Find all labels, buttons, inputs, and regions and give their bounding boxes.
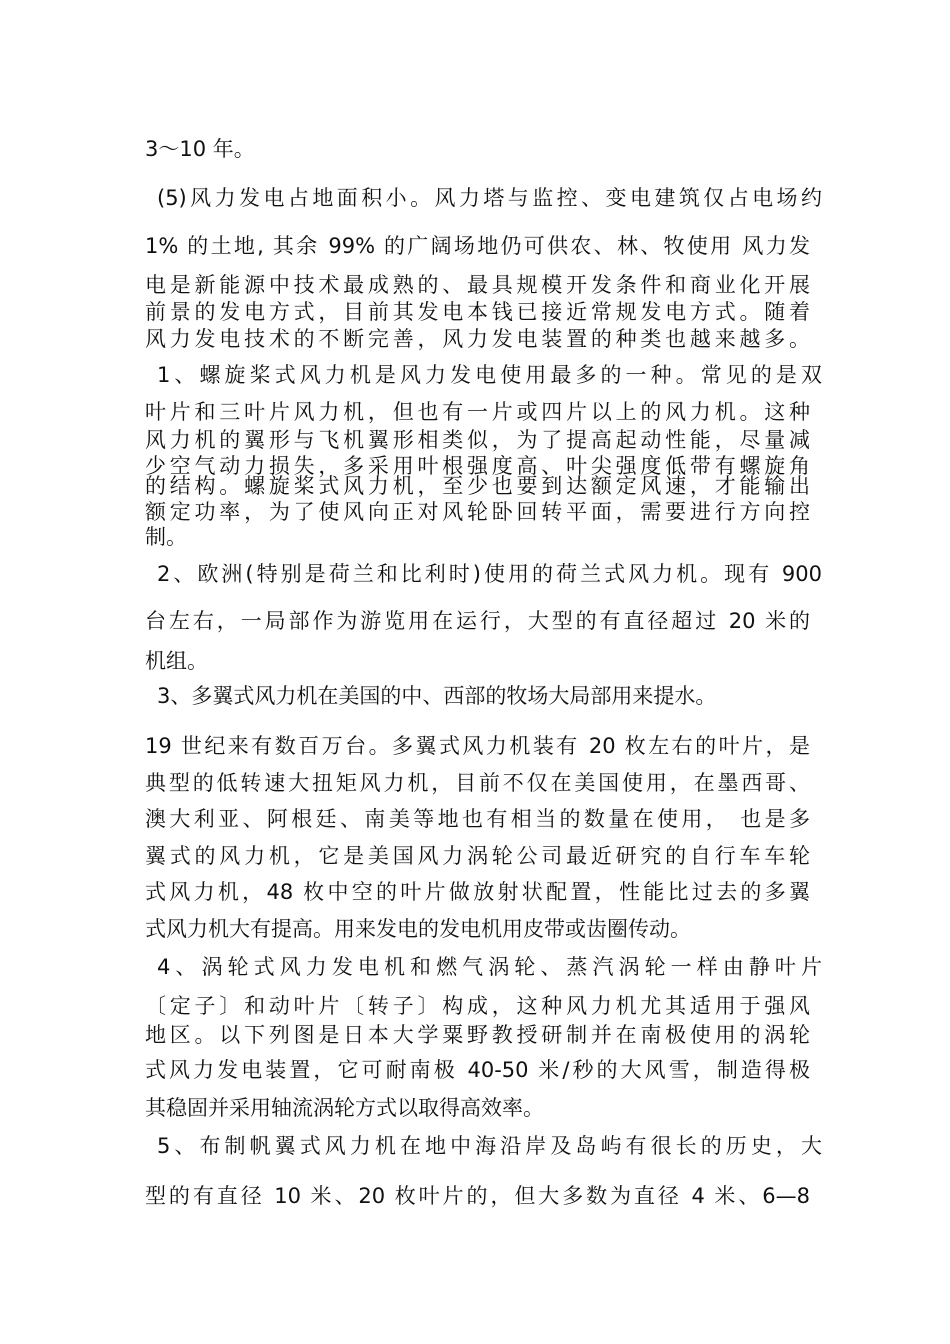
text-line: 前景的发电方式，目前其发电本钱已接近常规发电方式。随着 xyxy=(145,300,810,324)
text-line: 少空气动力损失，多采用叶根强度高、叶尖强度低带有螺旋角 xyxy=(145,454,810,478)
text-line: 风力发电技术的不断完善，风力发电装置的种类也越来越多。 xyxy=(145,327,810,351)
text-line: 地区。以下列图是日本大学粟野教授研制并在南极使用的涡轮 xyxy=(145,1023,810,1047)
text-line: 台左右，一局部作为游览用在运行，大型的有直径超过 20 米的 xyxy=(145,609,810,633)
text-line: 其稳固并采用轴流涡轮方式以取得高效率。 xyxy=(145,1096,544,1120)
text-line: 的结构。螺旋桨式风力机，至少也要到达额定风速，才能输出 xyxy=(145,474,810,498)
text-line: 3～10 年。 xyxy=(145,137,255,161)
text-line: 电是新能源中技术最成熟的、最具规模开发条件和商业化开展 xyxy=(145,273,810,297)
text-line: 机组。 xyxy=(145,649,208,673)
text-line: 型的有直径 10 米、20 枚叶片的，但大多数为直径 4 米、6—8 xyxy=(145,1184,810,1208)
text-line: 翼式的风力机，它是美国风力涡轮公司最近研究的自行车车轮 xyxy=(145,844,810,868)
text-line: 澳大利亚、阿根廷、南美等地也有相当的数量在使用， 也是多 xyxy=(145,807,810,831)
text-line: 19 世纪来有数百万台。多翼式风力机装有 20 枚左右的叶片，是 xyxy=(145,734,810,758)
text-line: 3、多翼式风力机在美国的中、西部的牧场大局部用来提水。 xyxy=(157,684,717,708)
text-line: 风力机的翼形与飞机翼形相类似，为了提高起动性能，尽量减 xyxy=(145,428,810,452)
text-line: 5、布制帆翼式风力机在地中海沿岸及岛屿有很长的历史，大 xyxy=(157,1134,822,1158)
text-line: 额定功率，为了使风向正对风轮卧回转平面，需要进行方向控 xyxy=(145,500,810,524)
text-line: 2、欧洲(特别是荷兰和比利时)使用的荷兰式风力机。现有 900 xyxy=(157,562,822,586)
text-line: 叶片和三叶片风力机，但也有一片或四片以上的风力机。这种 xyxy=(145,400,810,424)
text-line: 典型的低转速大扭矩风力机，目前不仅在美国使用，在墨西哥、 xyxy=(145,771,810,795)
text-line: (5)风力发电占地面积小。风力塔与监控、变电建筑仅占电场约 xyxy=(157,186,822,210)
text-line: 式风力发电装置，它可耐南极 40-50 米/秒的大风雪，制造得极 xyxy=(145,1058,810,1082)
text-line: 式风力机，48 枚中空的叶片做放射状配置，性能比过去的多翼 xyxy=(145,880,810,904)
text-line: 1% 的土地, 其余 99% 的广阔场地仍可供农、林、牧使用 风力发 xyxy=(145,234,810,258)
text-line: 制。 xyxy=(145,525,187,549)
text-line: 〔定子〕和动叶片〔转子〕构成，这种风力机尤其适用于强风 xyxy=(145,994,810,1018)
text-line: 1、螺旋桨式风力机是风力发电使用最多的一种。常见的是双 xyxy=(157,363,822,387)
text-line: 4、涡轮式风力发电机和燃气涡轮、蒸汽涡轮一样由静叶片 xyxy=(157,955,822,979)
text-line: 式风力机大有提高。用来发电的发电机用皮带或齿圈传动。 xyxy=(145,917,691,941)
